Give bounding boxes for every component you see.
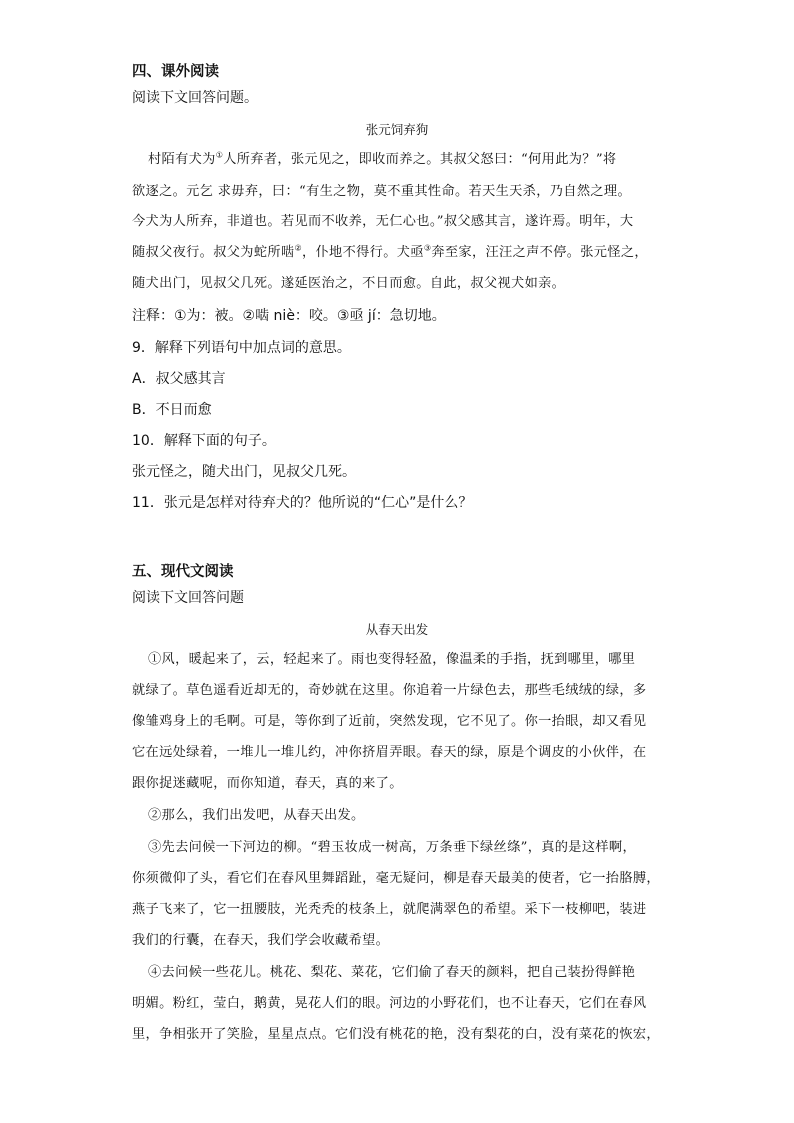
section4-annotation: 注释：①为：被。②啮 niè：咬。③亟 jí：急切地。 [132, 308, 446, 324]
section4-passage-line [132, 243, 648, 263]
question-11: 11．张元是怎样对待弃犬的？他所说的“仁心”是什么？ [132, 495, 473, 511]
section5-paragraph-line: 明媚。粉红，莹白，鹅黄，晃花人们的眼。河边的小野花们，也不让春天，它们在春风 [132, 996, 647, 1011]
question-10: 10．解释下面的句子。 [132, 433, 276, 449]
question-9-option-b: B．不日而愈 [132, 402, 212, 418]
section5-passage-title: 从春天出发 [365, 622, 429, 637]
section5-paragraph-line: 燕子飞来了，它一扭腰肢，光秃秃的枝条上，就爬满翠色的希望。采下一枝柳吧，装进 [132, 902, 647, 917]
section5-paragraph-line: ②那么，我们出发吧，从春天出发。 [148, 808, 365, 823]
section4-passage-line: 今犬为人所弃，非道也。若见而不收养，无仁心也。”叔父感其言，遂许焉。明年，大 [132, 214, 634, 229]
section5-paragraph-line: 它在远处绿着，一堆儿一堆儿约，冲你挤眉弄眼。春天的绿，原是个调皮的小伙伴，在 [132, 745, 647, 760]
section5-paragraph-line: ④去问候一些花儿。桃花、梨花、菜花，它们偷了春天的颜料，把自己装扮得鲜艳 [148, 965, 636, 980]
passage-text: 奔至家，汪汪之声不停。张元怪之， [431, 245, 648, 260]
section5-paragraph-line: 像雏鸡身上的毛啊。可是，等你到了近前，突然发现，它不见了。你一抬眼，却又看见 [132, 714, 647, 729]
section5-paragraph-line: 你须微仰了头，看它们在春风里舞蹈趾，毫无疑问，柳是春天最美的使者，它一抬胳膊， [132, 871, 660, 886]
section4-heading: 四、课外阅读 [132, 64, 219, 80]
footnote-marker: ① [215, 150, 224, 160]
section4-passage-line: 欲逐之。元乞 求毋弃，曰：“有生之物，莫不重其性命。若天生天杀，乃自然之理。 [132, 184, 631, 199]
section5-paragraph-line: ①风，暖起来了，云，轻起来了。雨也变得轻盈，像温柔的手指，抚到哪里，哪里 [148, 652, 636, 667]
section5-paragraph-line: 里，争相张开了笑脸，星星点点。它们没有桃花的艳，没有梨花的白，没有菜花的恢宏， [132, 1027, 660, 1042]
section5-paragraph-line: 我们的行囊，在春天，我们学会收藏希望。 [132, 933, 390, 948]
section5-paragraph-line: 就绿了。草色遥看近却无的，奇妙就在这里。你追着一片绿色去，那些毛绒绒的绿，多 [132, 683, 647, 698]
passage-text: 随叔父夜行。叔父为蛇所啮 [132, 245, 295, 260]
section5-instruction: 阅读下文回答问题 [132, 590, 244, 606]
section5-heading: 五、现代文阅读 [132, 564, 234, 580]
footnote-marker: ③ [423, 243, 432, 253]
question-9-option-a: A．叔父感其言 [132, 371, 226, 387]
question-9: 9．解释下列语句中加点词的意思。 [132, 340, 351, 356]
section5-paragraph-line: 跟你捉迷藏呢，而你知道，春天，真的来了。 [132, 776, 403, 791]
section4-passage-line [148, 150, 616, 170]
passage-text: ，仆地不得行。犬亟 [301, 245, 424, 260]
passage-text: 人所弃者，张元见之，即收而养之。其叔父怒曰：“何用此为？”将 [223, 152, 617, 167]
section4-passage-line: 随犬出门，见叔父几死。遂延医治之，不日而愈。自此，叔父视犬如亲。 [132, 276, 566, 291]
section4-instruction: 阅读下文回答问题。 [132, 90, 258, 106]
footnote-marker: ② [294, 243, 302, 253]
section5-paragraph-line: ③先去问候一下河边的柳。“碧玉妆成一树高，万条垂下绿丝绦”，真的是这样啊， [148, 840, 636, 855]
section4-passage-title: 张元饲弃狗 [365, 122, 429, 137]
question-10-sentence: 张元怪之，随犬出门，见叔父几死。 [132, 464, 356, 480]
passage-text: 村陌有犬为 [148, 152, 216, 167]
